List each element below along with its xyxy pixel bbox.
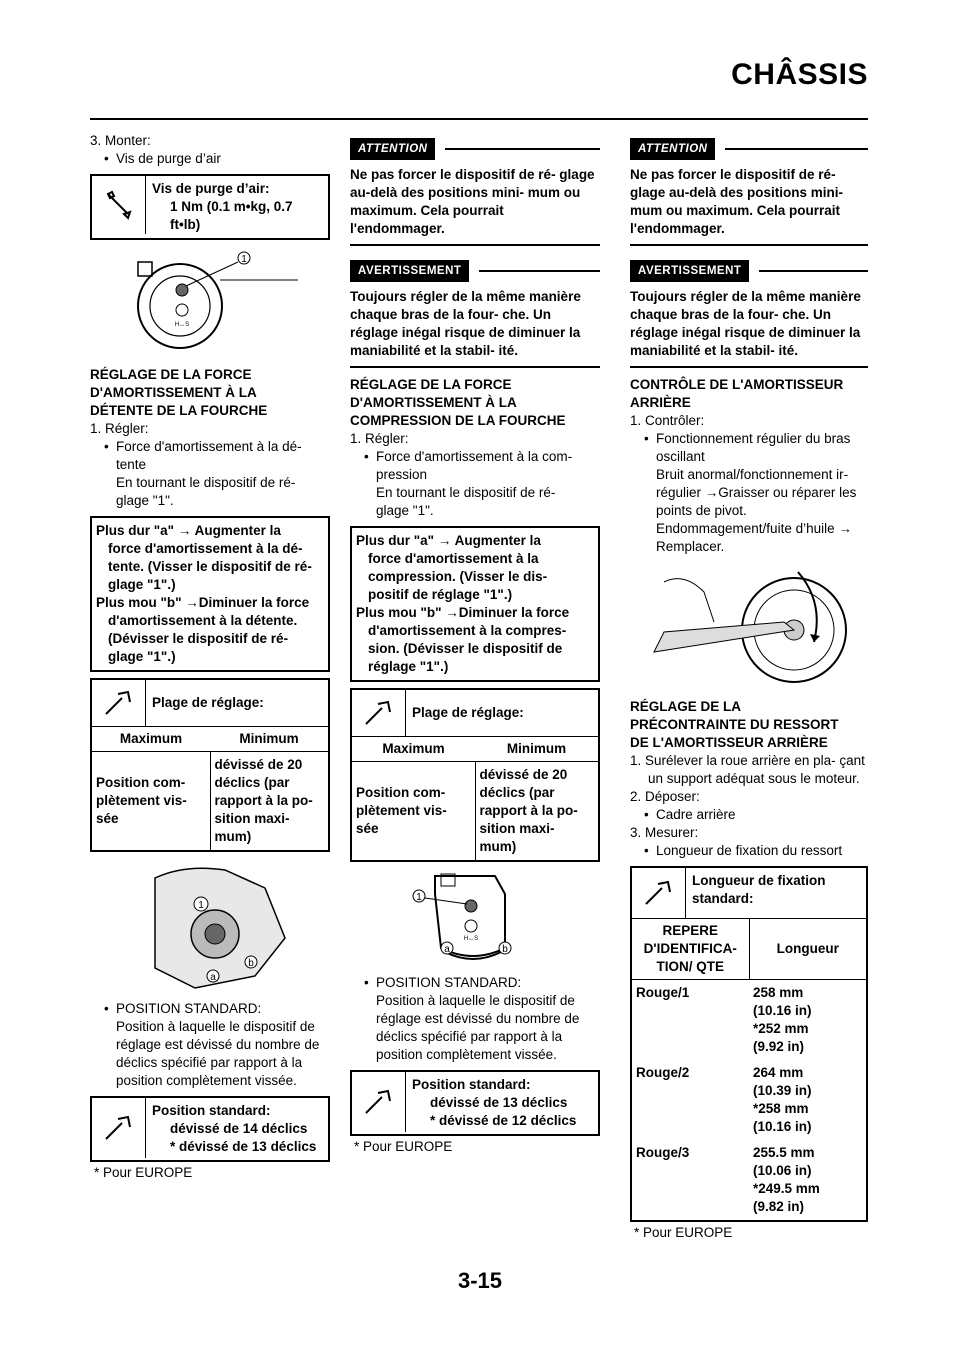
svg-text:a: a <box>444 944 450 955</box>
page-title: CHÂSSIS <box>731 58 868 91</box>
header-rule <box>90 118 868 120</box>
table-row: Rouge/1 258 mm (10.16 in) *252 mm (9.92 in) <box>636 985 812 1054</box>
torque-box: Vis de purge d’air: 1 Nm (0.1 m•kg, 0.7 ft•lb) <box>90 174 330 240</box>
compression-range-box: Plage de réglage: Maximum Minimum Position com- plètement vis- sée dévissé de 20 déclics (par rapport à la po- sition maxi- mum) <box>350 688 600 862</box>
compression-heading: RÉGLAGE DE LA FORCE D'AMORTISSEMENT À LA COMPRESSION DE LA FOURCHE <box>350 377 566 428</box>
svg-text:b: b <box>502 944 508 955</box>
torque-label: Vis de purge d’air: <box>152 181 270 196</box>
spec-icon <box>352 690 406 736</box>
step-3: 3. Monter: <box>90 133 151 148</box>
column-1: 3. Monter: • Vis de purge d’air Vis de purge d’air: 1 Nm (0.1 m•kg, 0.7 ft•lb) 1 H↔S RÉGLAGE DE LA FORCE D'AMORTISSEMENT À LA DÉTENTE DE LA FOURCHE 1. Régler: • Force d'amortissement à la dé- tente En tournant le dispositif de ré- glage "1". Plus dur "a" → Augmenter la force d'amortissement à la dé- tente. (Visser le dispositif de ré- glage "1".) Plus mou "b" →Diminuer la force d'amortissement à la détente. (Dévisser le dispositif de ré- glage "1".) Plage de réglage: Maximum Minimum Position com- plètement vis- sée dévissé de 20 déclics (par rapport à la po- sition maxi- mum) 1 b a • POSITION STANDARD: Position à laquelle le dispositif de réglage est dévissé du nombre de déclics spécifié par rapport à la position complètement vissée. Position standard: dévissé de 14 déclics * dévissé de 13 déclics * Pour EUROPE <box>90 132 330 1182</box>
rebound-heading: RÉGLAGE DE LA FORCE D'AMORTISSEMENT À LA DÉTENTE DE LA FOURCHE <box>90 367 268 418</box>
warning-label: AVERTISSEMENT <box>350 260 600 282</box>
spec-icon <box>352 1072 406 1132</box>
wrench-icon <box>92 176 146 234</box>
warning-label: AVERTISSEMENT <box>630 260 868 282</box>
rebound-adjuster-figure <box>115 858 305 994</box>
table-row: Rouge/2 264 mm (10.39 in) *258 mm (10.16 in) <box>636 1065 812 1134</box>
spec-icon <box>92 680 146 726</box>
svg-text:1: 1 <box>416 892 422 903</box>
spring-length-box: Longueur de fixation standard: REPERE D'IDENTIFICA- TION/ QTE Longueur Rouge/1 258 mm (10.16 in) *252 mm (9.92 in) Rouge/2 264 mm (10.39 in) *258 mm (10.16 in) Rouge/3 255.5 mm (10.06 in) *249.5 mm (9.82 in) <box>630 866 868 1222</box>
column-2: ATTENTION Ne pas forcer le dispositif de ré- glage au-delà des positions mini- mum ou maximum. Cela pourrait l'endommager. AVERTISSEMENT Toujours régler de la même manière chaque bras de la four- che. Un réglage inégal risque de diminuer la maniabilité et la stabil- ité. RÉGLAGE DE LA FORCE D'AMORTISSEMENT À LA COMPRESSION DE LA FOURCHE 1. Régler: • Force d'amortissement à la com- pression En tournant le dispositif de ré- glage "1". Plus dur "a" → Augmenter la force d'amortissement à la compression. (Visser le dis- positif de réglage "1".) Plus mou "b" →Diminuer la force d'amortissement à la compres- sion. (Dévisser le dispositif de réglage "1".) Plage de réglage: Maximum Minimum Position com- plètement vis- sée dévissé de 20 déclics (par rapport à la po- sition maxi- mum) H↔S 1 a b • POSITION STANDARD: Position à laquelle le dispositif de réglage est dévissé du nombre de déclics spécifié par rapport à la position complètement vissée. Position standard: dévissé de 13 déclics * dévissé de 12 déclics * Pour EUROPE <box>350 132 600 1156</box>
compression-adjust-box: Plus dur "a" → Augmenter la force d'amortissement à la compression. (Visser le dis- positif de réglage "1".) Plus mou "b" →Diminuer la force d'amortissement à la compres- sion. (Dévisser le dispositif de réglage "1".) <box>350 526 600 682</box>
compression-adjuster-figure <box>385 868 565 968</box>
column-3: ATTENTION Ne pas forcer le dispositif de ré- glage au-delà des positions mini- mum ou maximum. Cela pourrait l'endommager. AVERTISSEMENT Toujours régler de la même manière chaque bras de la four- che. Un réglage inégal risque de diminuer la maniabilité et la stabil- ité. CONTRÔLE DE L'AMORTISSEUR ARRIÈRE 1. Contrôler: • Fonctionnement régulier du bras oscillant Bruit anormal/fonctionnement ir- régulier →Graisser ou réparer les points de pivot. Endommagement/fuite d’huile → Remplacer. RÉGLAGE DE LA PRÉCONTRAINTE DU RESSORT DE L'AMORTISSEUR ARRIÈRE 1. Surélever la roue arrière en pla- çant un support adéquat sous le moteur. 2. Déposer: • Cadre arrière 3. Mesurer: • Longueur de fixation du ressort Longueur de fixation standard: REPERE D'IDENTIFICA- TION/ QTE Longueur Rouge/1 258 mm (10.16 in) *252 mm (9.92 in) Rouge/2 264 mm (10.39 in) *258 mm (10.16 in) Rouge/3 255.5 mm (10.06 in) *249.5 mm (9.82 in) * Pour EUROPE <box>630 132 868 1242</box>
rebound-range-box: Plage de réglage: Maximum Minimum Position com- plètement vis- sée dévissé de 20 déclics (par rapport à la po- sition maxi- mum) <box>90 678 330 852</box>
svg-text:b: b <box>248 958 254 969</box>
page-number: 3-15 <box>457 1268 503 1293</box>
spec-icon <box>632 868 686 918</box>
attention-label: ATTENTION <box>350 138 600 160</box>
rebound-standard-box: Position standard: dévissé de 14 déclics * dévissé de 13 déclics <box>90 1096 330 1162</box>
svg-text:H↔S: H↔S <box>174 322 190 328</box>
rebound-adjust-box: Plus dur "a" → Augmenter la force d'amortissement à la dé- tente. (Visser le dispositif de ré- glage "1".) Plus mou "b" →Diminuer la force d'amortissement à la détente. (Dévisser le dispositif de ré- glage "1".) <box>90 516 330 672</box>
attention-label: ATTENTION <box>630 138 868 160</box>
bleed-screw-figure <box>120 246 300 358</box>
svg-text:1: 1 <box>198 900 204 911</box>
swingarm-figure <box>644 562 854 690</box>
table-row: Rouge/3 255.5 mm (10.06 in) *249.5 mm (9.82 in) <box>636 1145 820 1214</box>
svg-text:H↔S: H↔S <box>463 936 479 942</box>
step-3-item: • Vis de purge d’air <box>90 150 330 168</box>
compression-standard-box: Position standard: dévissé de 13 déclics * dévissé de 12 déclics <box>350 1070 600 1136</box>
shock-check-heading: CONTRÔLE DE L'AMORTISSEUR ARRIÈRE <box>630 377 844 410</box>
svg-text:a: a <box>210 972 216 983</box>
spec-icon <box>92 1098 146 1158</box>
preload-heading: RÉGLAGE DE LA PRÉCONTRAINTE DU RESSORT DE L'AMORTISSEUR ARRIÈRE <box>630 699 839 750</box>
svg-text:1: 1 <box>241 254 247 265</box>
